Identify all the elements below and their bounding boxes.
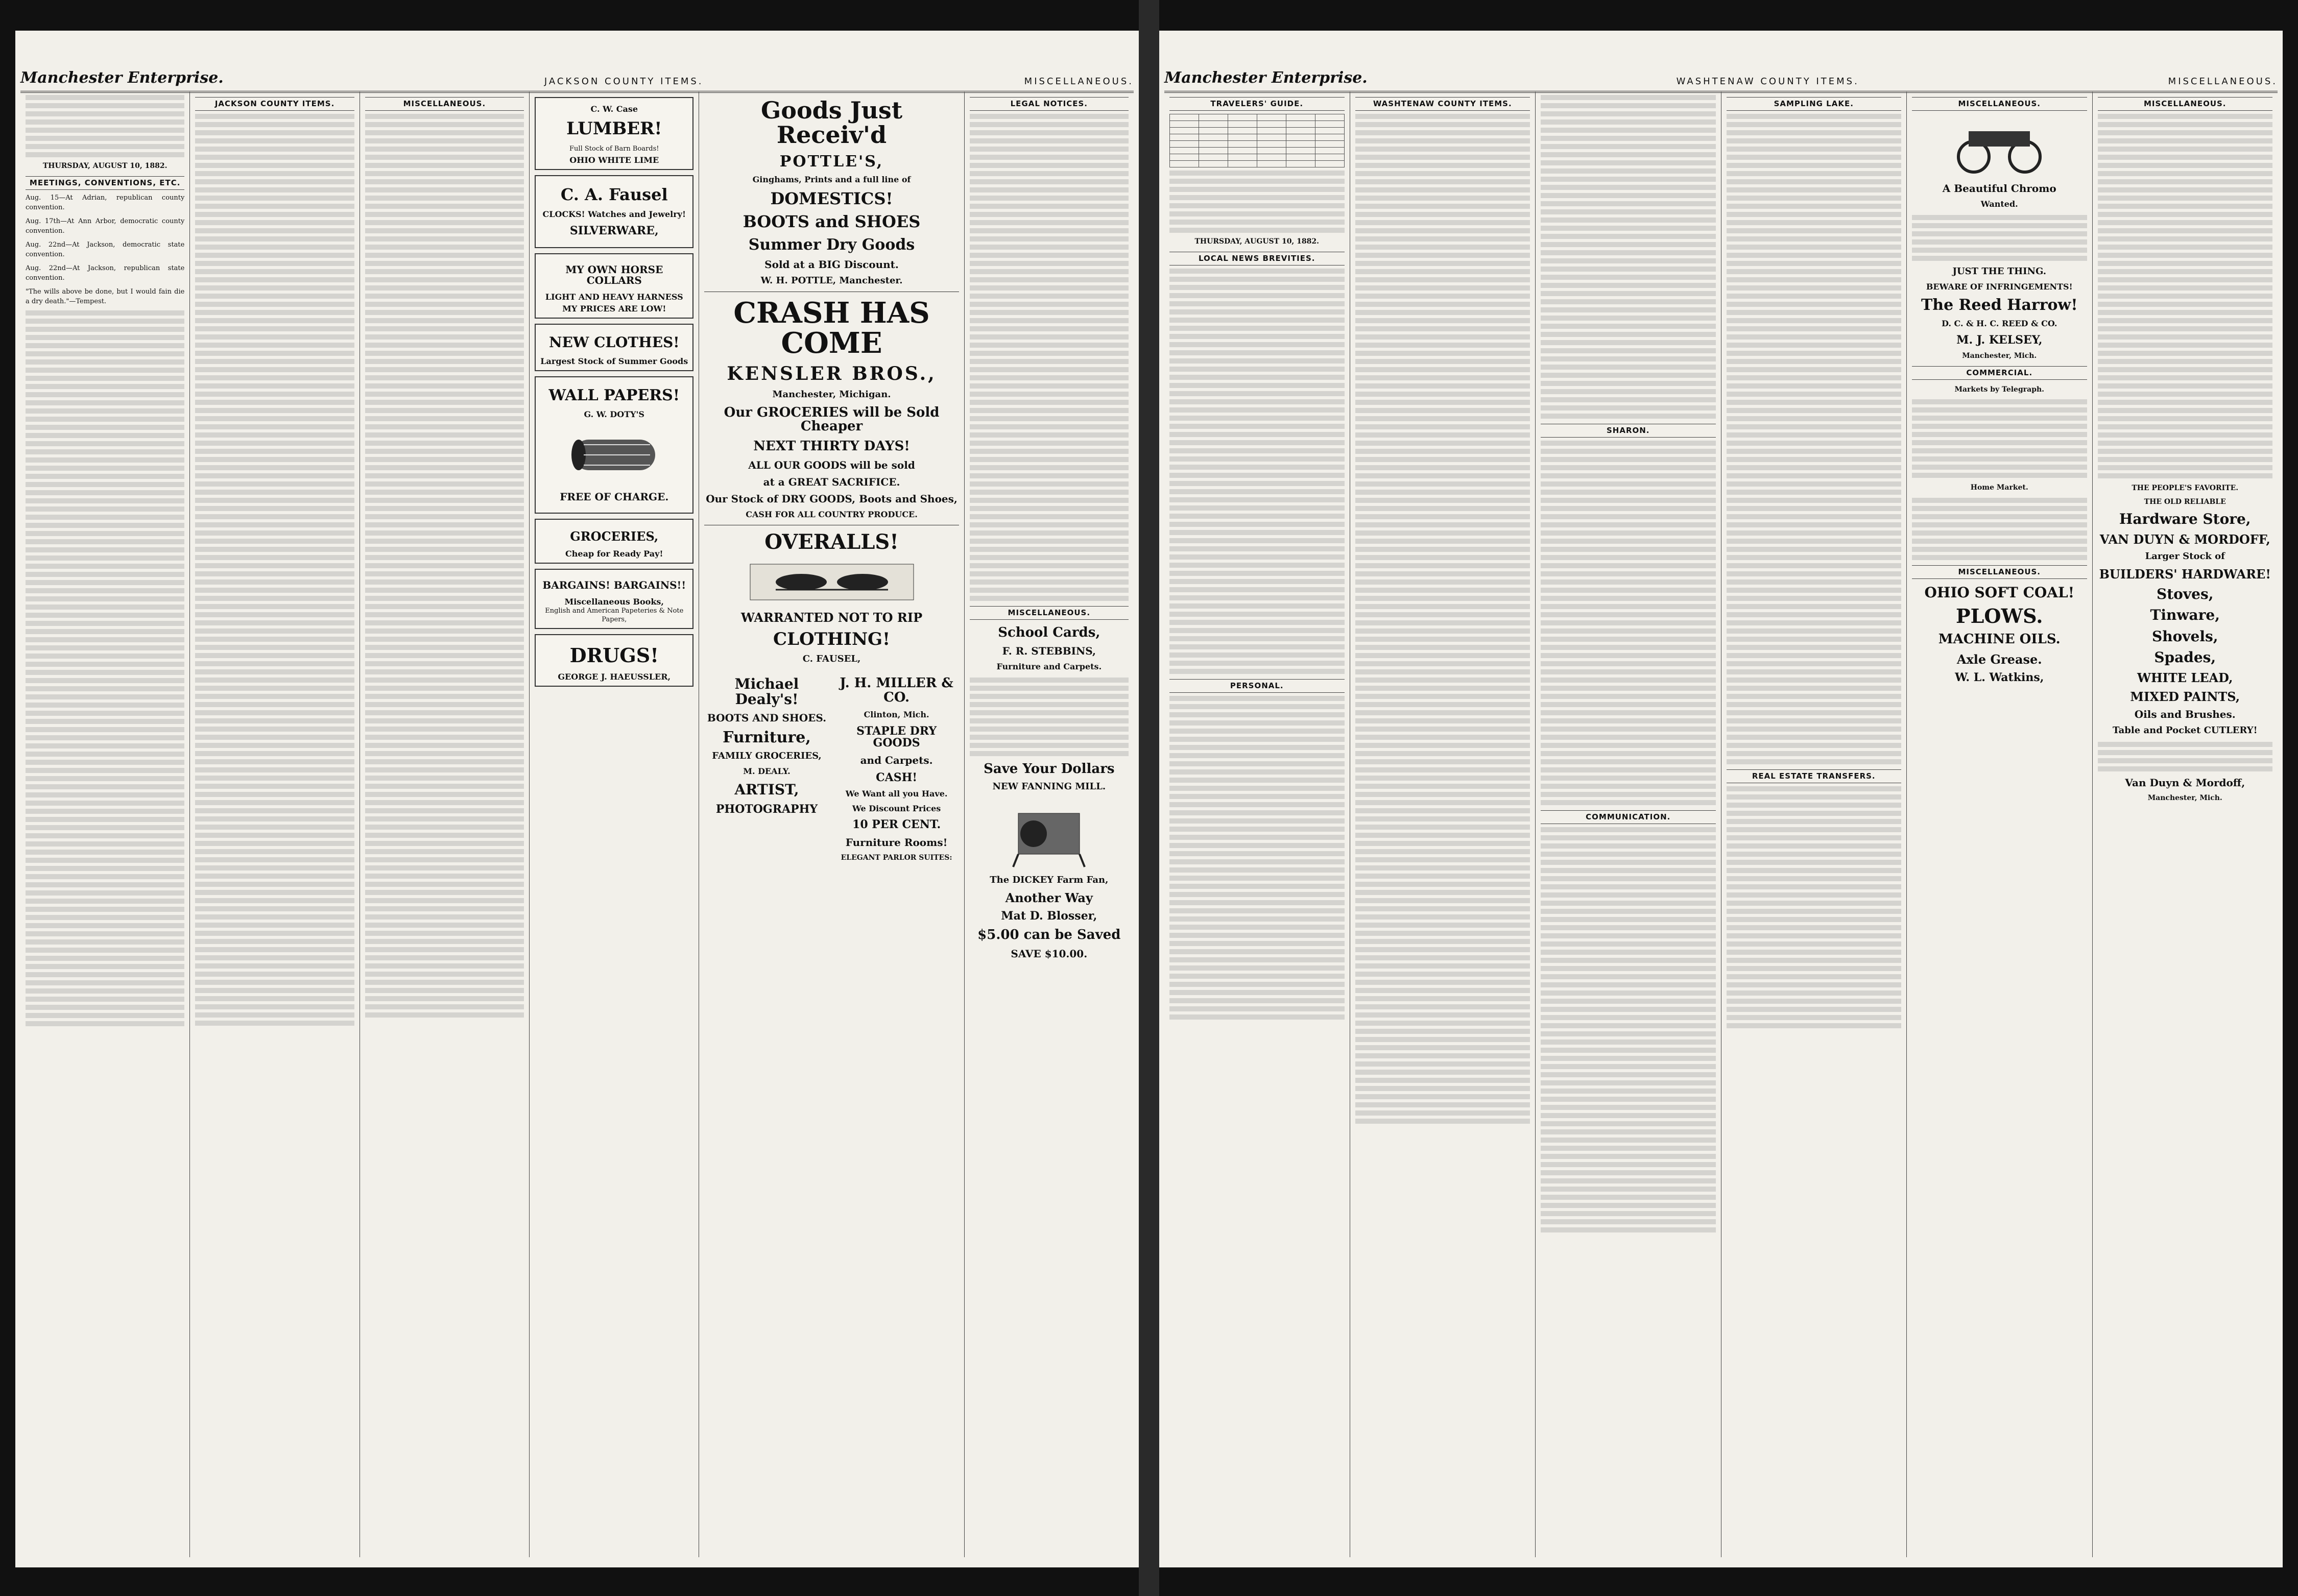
ad-line: at a GREAT SACRIFICE. bbox=[763, 475, 900, 488]
right-column-3 bbox=[1536, 92, 1721, 1557]
overalls-headline: OVERALLS! bbox=[764, 530, 899, 554]
ad-line: FREE OF CHARGE. bbox=[560, 491, 669, 503]
store-name: POTTLE'S, bbox=[779, 152, 884, 171]
ad-line: $5.00 can be Saved bbox=[977, 927, 1121, 943]
ad-line: THE OLD RELIABLE bbox=[2144, 497, 2226, 506]
ad-line: DOMESTICS! bbox=[770, 188, 893, 208]
text-block bbox=[1912, 399, 2087, 478]
lumber-ad bbox=[535, 97, 693, 170]
left-column-6 bbox=[965, 92, 1134, 1557]
text-block bbox=[1169, 269, 1345, 674]
dealy-ad bbox=[704, 670, 829, 867]
section-heading: MISCELLANEOUS. bbox=[1912, 565, 2087, 579]
meeting-item: Aug. 22nd—At Jackson, republican state convention. bbox=[26, 264, 185, 282]
ad-line: Mat D. Blosser, bbox=[1001, 909, 1097, 923]
ad-line: Furniture and Carpets. bbox=[996, 662, 1102, 672]
section-heading: MISCELLANEOUS. bbox=[365, 97, 524, 111]
ad-line: THE PEOPLE'S FAVORITE. bbox=[2132, 484, 2239, 492]
text-block bbox=[26, 310, 184, 1026]
ad-line: Ginghams, Prints and a full line of bbox=[752, 175, 911, 185]
section-heading: MISCELLANEOUS. bbox=[2098, 97, 2273, 111]
ad-title: Hardware Store, bbox=[2119, 511, 2251, 528]
ad-line: C. FAUSEL, bbox=[802, 654, 861, 665]
meeting-item: Aug. 17th—At Ann Arbor, democratic county convention. bbox=[26, 217, 185, 235]
right-masthead bbox=[1164, 41, 2278, 93]
bottom-ads bbox=[704, 670, 959, 867]
ad-sub: LIGHT AND HEAVY HARNESS bbox=[545, 292, 683, 302]
text-block bbox=[1541, 827, 1716, 1232]
fanning-mill-illustration bbox=[1003, 798, 1095, 869]
right-column-4 bbox=[1721, 92, 1907, 1557]
meeting-item: Aug. 22nd—At Jackson, democratic state convention. bbox=[26, 241, 185, 258]
ad-title: GROCERIES, bbox=[570, 529, 659, 544]
text-block bbox=[1541, 441, 1716, 805]
ad-title: WALL PAPERS! bbox=[548, 386, 680, 404]
wallpaper-ad bbox=[535, 376, 693, 514]
ad-line: OHIO WHITE LIME bbox=[569, 155, 659, 165]
section-heading: LEGAL NOTICES. bbox=[970, 97, 1129, 111]
text-block bbox=[970, 678, 1129, 756]
ad-line: CASH FOR ALL COUNTRY PRODUCE. bbox=[746, 509, 918, 519]
text-block bbox=[1541, 95, 1716, 419]
ad-title: J. H. MILLER & CO. bbox=[840, 675, 953, 705]
section-heading: MEETINGS, CONVENTIONS, ETC. bbox=[26, 176, 184, 190]
text-block bbox=[1169, 696, 1345, 1020]
ad-sub: Cheap for Ready Pay! bbox=[565, 549, 663, 559]
ad-line: MY PRICES ARE LOW! bbox=[562, 304, 666, 314]
ad-line: Our Stock of DRY GOODS, Boots and Shoes, bbox=[706, 492, 958, 505]
section-heading: PERSONAL. bbox=[1169, 679, 1345, 693]
ad-line: Markets by Telegraph. bbox=[1954, 385, 2045, 394]
miller-ad bbox=[834, 670, 959, 867]
ad-title: BUILDERS' HARDWARE! bbox=[2099, 566, 2271, 582]
ad-line: Wanted. bbox=[1980, 199, 2018, 209]
horses-illustration bbox=[745, 559, 919, 605]
ad-line: Manchester, Michigan. bbox=[772, 389, 891, 400]
ad-title: OHIO SOFT COAL! bbox=[1924, 584, 2075, 601]
ad-line: Van Duyn & Mordoff, bbox=[2125, 776, 2245, 789]
masthead-heading: WASHTENAW COUNTY ITEMS. bbox=[1676, 76, 1859, 87]
ad-title: LUMBER! bbox=[566, 118, 662, 139]
ad-title: The Reed Harrow! bbox=[1921, 296, 2078, 315]
right-column-5 bbox=[1907, 92, 2093, 1557]
tailor-ad bbox=[535, 324, 693, 371]
ad-line: ELEGANT PARLOR SUITES: bbox=[841, 853, 952, 862]
left-column-5 bbox=[699, 92, 964, 1557]
section-heading: SAMPLING LAKE. bbox=[1727, 97, 1902, 111]
text-block bbox=[1727, 786, 1902, 1028]
section-heading: SHARON. bbox=[1541, 424, 1716, 438]
ad-line: WHITE LEAD, bbox=[2137, 670, 2233, 685]
ad-sub: GEORGE J. HAEUSSLER, bbox=[558, 672, 671, 682]
left-column-2 bbox=[190, 92, 360, 1557]
masthead-flag: Manchester Enterprise. bbox=[20, 69, 224, 87]
ad-line: Larger Stock of bbox=[2145, 550, 2225, 562]
farm-machine-illustration bbox=[1948, 116, 2050, 177]
ad-line: We Discount Prices bbox=[852, 803, 941, 813]
ad-name: C. W. Case bbox=[590, 104, 638, 114]
left-masthead bbox=[20, 41, 1134, 93]
ad-sub: G. W. DOTY'S bbox=[584, 409, 644, 420]
left-page bbox=[15, 31, 1139, 1567]
ad-title: NEW CLOTHES! bbox=[548, 334, 680, 351]
ad-line: 10 PER CENT. bbox=[852, 818, 941, 832]
masthead-right: MISCELLANEOUS. bbox=[1024, 76, 1134, 87]
ad-line: BOOTS and SHOES bbox=[743, 212, 921, 232]
text-block bbox=[365, 114, 524, 1018]
ad-line: ALL OUR GOODS will be sold bbox=[748, 458, 915, 471]
issue-date: THURSDAY, AUGUST 10, 1882. bbox=[42, 162, 167, 170]
text-block bbox=[1912, 215, 2087, 261]
ad-line: BOOTS AND SHOES. bbox=[707, 711, 827, 724]
store-name: KENSLER BROS., bbox=[727, 363, 937, 385]
ad-title: C. A. Fausel bbox=[560, 184, 668, 204]
ad-title: VAN DUYN & MORDOFF, bbox=[2099, 531, 2270, 547]
jewelry-ad bbox=[535, 175, 693, 249]
text-block bbox=[195, 114, 354, 1026]
text-block bbox=[2098, 742, 2273, 771]
drugs-ad bbox=[535, 634, 693, 687]
headline: Goods Just Receiv'd bbox=[760, 96, 903, 149]
page-gutter bbox=[1139, 0, 1159, 1596]
ad-line: Manchester, Mich. bbox=[1962, 351, 2037, 360]
masthead-heading: JACKSON COUNTY ITEMS. bbox=[544, 76, 704, 87]
section-heading: MISCELLANEOUS. bbox=[970, 606, 1129, 620]
ad-title: Axle Grease. bbox=[1956, 651, 2042, 667]
section-heading: COMMUNICATION. bbox=[1541, 810, 1716, 824]
ad-title: MACHINE OILS. bbox=[1938, 632, 2061, 647]
ad-line: Table and Pocket CUTLERY! bbox=[2112, 724, 2258, 736]
right-columns bbox=[1164, 92, 2278, 1557]
ad-line: NEW FANNING MILL. bbox=[992, 781, 1106, 792]
ad-line: The DICKEY Farm Fan, bbox=[990, 875, 1109, 886]
ad-sub: Largest Stock of Summer Goods bbox=[540, 356, 688, 366]
right-column-1 bbox=[1164, 92, 1350, 1557]
ad-line: Furniture, bbox=[723, 728, 811, 746]
ad-title: Save Your Dollars bbox=[984, 761, 1115, 777]
ad-title: MY OWN HORSE COLLARS bbox=[565, 263, 663, 287]
ad-title: DRUGS! bbox=[569, 644, 659, 667]
crash-headline: CRASH HAS COME bbox=[733, 296, 930, 360]
ad-line: M. DEALY. bbox=[743, 766, 791, 777]
ad-line: We Want all you Have. bbox=[845, 788, 948, 799]
books-ad bbox=[535, 569, 693, 629]
issue-date: THURSDAY, AUGUST 10, 1882. bbox=[1194, 237, 1320, 246]
ad-line: Shovels, bbox=[2152, 627, 2218, 645]
ad-line: Oils and Brushes. bbox=[2134, 708, 2236, 720]
ad-line: JUST THE THING. bbox=[1952, 265, 2047, 277]
left-column-4 bbox=[530, 92, 699, 1557]
ad-sub: Full Stock of Barn Boards! bbox=[569, 144, 659, 153]
right-column-2 bbox=[1350, 92, 1536, 1557]
ad-line: WARRANTED NOT TO RIP bbox=[740, 610, 923, 625]
ad-title: Michael Dealy's! bbox=[734, 675, 799, 708]
ad-line: ARTIST, bbox=[734, 781, 799, 799]
section-heading: TRAVELERS' GUIDE. bbox=[1169, 97, 1345, 111]
ad-title: W. L. Watkins, bbox=[1955, 670, 2044, 684]
ad-line: English and American Papeteries & Note Papers, bbox=[545, 607, 684, 624]
ad-line: SAVE $10.00. bbox=[1011, 947, 1088, 960]
ad-line: Our GROCERIES will be Sold Cheaper bbox=[724, 404, 940, 434]
section-heading: COMMERCIAL. bbox=[1912, 366, 2087, 380]
section-heading: WASHTENAW COUNTY ITEMS. bbox=[1355, 97, 1530, 111]
ad-line: Furniture Rooms! bbox=[845, 836, 948, 849]
ad-line: Manchester, Mich. bbox=[2147, 793, 2222, 802]
ad-line: Another Way bbox=[1005, 890, 1093, 906]
masthead-flag: Manchester Enterprise. bbox=[1164, 69, 1368, 87]
ad-line: W. H. POTTLE, Manchester. bbox=[760, 275, 903, 286]
ad-line: Clinton, Mich. bbox=[864, 709, 929, 719]
groceries-ad bbox=[535, 519, 693, 564]
text-block bbox=[26, 95, 184, 157]
ad-line: Home Market. bbox=[1970, 483, 2028, 492]
text-block bbox=[2098, 114, 2273, 478]
ad-title: BARGAINS! BARGAINS!! bbox=[542, 579, 686, 592]
text-block bbox=[1727, 114, 1902, 764]
ad-line: CLOTHING! bbox=[773, 628, 890, 649]
ad-line: BEWARE OF INFRINGEMENTS! bbox=[1926, 281, 2073, 292]
section-heading: LOCAL NEWS BREVITIES. bbox=[1169, 252, 1345, 265]
right-page bbox=[1159, 31, 2283, 1567]
ad-line: Sold at a BIG Discount. bbox=[764, 258, 899, 271]
wallpaper-roll-illustration bbox=[563, 424, 665, 486]
ad-line: Spades, bbox=[2154, 649, 2216, 666]
ad-line: SILVERWARE, bbox=[569, 224, 659, 238]
ad-title: School Cards, bbox=[998, 625, 1100, 640]
ad-line: MIXED PAINTS, bbox=[2130, 689, 2240, 704]
ad-title: A Beautiful Chromo bbox=[1942, 182, 2056, 195]
ad-line: Tinware, bbox=[2150, 607, 2220, 624]
text-block bbox=[970, 114, 1129, 601]
ad-title: F. R. STEBBINS, bbox=[1002, 645, 1096, 658]
section-heading: REAL ESTATE TRANSFERS. bbox=[1727, 769, 1902, 783]
text-block bbox=[1912, 498, 2087, 560]
ad-title: PLOWS. bbox=[1956, 604, 2043, 628]
ad-line: D. C. & H. C. REED & CO. bbox=[1942, 318, 2057, 328]
ad-line: STAPLE DRY GOODS bbox=[856, 724, 937, 749]
ad-title: M. J. KELSEY, bbox=[1956, 333, 2043, 347]
ad-line: NEXT THIRTY DAYS! bbox=[753, 439, 910, 454]
ad-line: CASH! bbox=[876, 770, 918, 784]
quote: "The wills above be done, but I would fain die a dry death."—Tempest. bbox=[26, 288, 185, 305]
ad-line: Summer Dry Goods bbox=[748, 236, 915, 254]
harness-ad bbox=[535, 253, 693, 319]
ad-line: FAMILY GROCERIES, bbox=[712, 751, 822, 762]
meeting-item: Aug. 15—At Adrian, republican county convention. bbox=[26, 194, 185, 211]
ad-line: Stoves, bbox=[2157, 586, 2214, 603]
left-columns bbox=[20, 92, 1134, 1557]
text-block bbox=[1169, 171, 1345, 233]
section-heading: JACKSON COUNTY ITEMS. bbox=[195, 97, 354, 111]
masthead-right: MISCELLANEOUS. bbox=[2168, 76, 2278, 87]
timetable bbox=[1169, 114, 1345, 167]
section-heading: MISCELLANEOUS. bbox=[1912, 97, 2087, 111]
left-column-3 bbox=[360, 92, 530, 1557]
text-block bbox=[1355, 114, 1530, 1124]
left-column-1 bbox=[20, 92, 190, 1557]
ad-line: and Carpets. bbox=[860, 754, 933, 766]
ad-sub: Miscellaneous Books, bbox=[564, 597, 664, 607]
ad-sub: CLOCKS! Watches and Jewelry! bbox=[542, 209, 686, 220]
right-column-6 bbox=[2093, 92, 2278, 1557]
ad-line: PHOTOGRAPHY bbox=[715, 802, 818, 816]
